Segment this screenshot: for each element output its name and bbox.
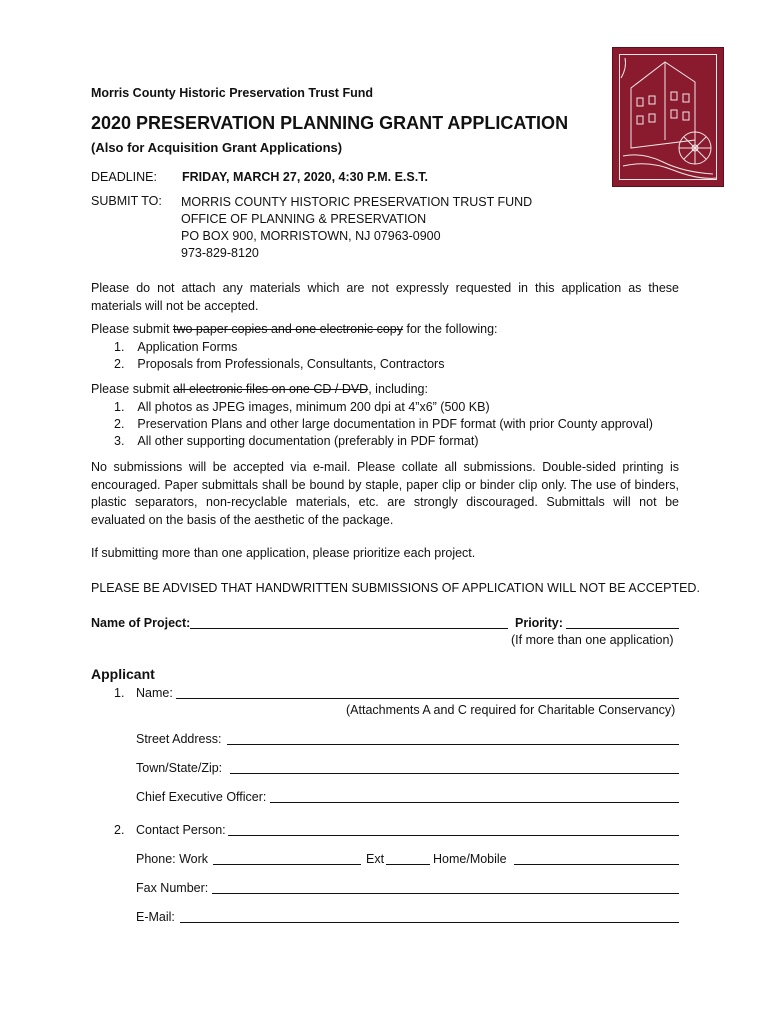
ceo-field[interactable] bbox=[270, 802, 679, 803]
list-item: 1. All photos as JPEG images, minimum 200 dpi at 4”x6” (500 KB) bbox=[114, 400, 490, 414]
ceo-label: Chief Executive Officer: bbox=[136, 790, 267, 804]
street-address-label: Street Address: bbox=[136, 732, 222, 746]
address-line: PO BOX 900, MORRISTOWN, NJ 07963-0900 bbox=[181, 229, 441, 243]
notice-handwritten: PLEASE BE ADVISED THAT HANDWRITTEN SUBMISSIONS OF APPLICATION WILL NOT BE ACCEPTED. bbox=[91, 581, 700, 595]
electronic-files-instruction: Please submit all electronic files on one CD / DVD, including: bbox=[91, 382, 428, 396]
deadline-value: FRIDAY, MARCH 27, 2020, 4:30 P.M. E.S.T. bbox=[182, 170, 428, 184]
list-item: 3. All other supporting documentation (preferably in PDF format) bbox=[114, 434, 479, 448]
address-line: 973-829-8120 bbox=[181, 246, 259, 260]
street-address-field[interactable] bbox=[227, 744, 679, 745]
project-name-label: Name of Project: bbox=[91, 616, 191, 630]
page-subtitle: (Also for Acquisition Grant Applications) bbox=[91, 140, 343, 155]
priority-label: Priority: bbox=[515, 616, 563, 630]
priority-field[interactable] bbox=[566, 628, 679, 629]
applicant-heading: Applicant bbox=[91, 666, 155, 682]
town-state-zip-field[interactable] bbox=[230, 773, 679, 774]
notice-no-extra-materials: Please do not attach any materials which are not expressly requested in this application as these materials will not be accepted. bbox=[91, 281, 679, 313]
email-label: E-Mail: bbox=[136, 910, 175, 924]
list-item: 2. Preservation Plans and other large documentation in PDF format (with prior County approval) bbox=[114, 417, 653, 431]
attachments-note: (Attachments A and C required for Charitable Conservancy) bbox=[346, 703, 676, 717]
submit-label: SUBMIT TO: bbox=[91, 194, 162, 208]
paper-copies-instruction: Please submit two paper copies and one electronic copy for the following: bbox=[91, 322, 498, 336]
notice-prioritize: If submitting more than one application, please prioritize each project. bbox=[91, 546, 476, 560]
list-item: 1. Application Forms bbox=[114, 340, 238, 354]
item-number: 1. bbox=[114, 686, 125, 700]
priority-note: (If more than one application) bbox=[511, 633, 674, 647]
mill-illustration bbox=[613, 48, 723, 186]
page-title: 2020 PRESERVATION PLANNING GRANT APPLICATION bbox=[91, 113, 569, 133]
trust-fund-logo bbox=[612, 47, 724, 187]
struck-text: two paper copies and one electronic copy bbox=[172, 322, 403, 336]
notice-submission-rules: No submissions will be accepted via e-mail. Please collate all submissions. Double-sided printing is encouraged. Paper submittals shall be bound by staple, paper clip or binder clip only. The use of binders, plastic separators, non-recyclable materials, etc. are strongly discouraged. Submittals will not be evaluated on the basis of the aesthetic of the package. bbox=[91, 460, 679, 527]
home-mobile-field[interactable] bbox=[514, 864, 679, 865]
town-state-zip-label: Town/State/Zip: bbox=[136, 761, 223, 775]
contact-person-field[interactable] bbox=[228, 835, 679, 836]
list-item: 2. Proposals from Professionals, Consultants, Contractors bbox=[114, 357, 445, 371]
ext-field[interactable] bbox=[386, 864, 430, 865]
address-line: MORRIS COUNTY HISTORIC PRESERVATION TRUST FUND bbox=[181, 195, 533, 209]
home-mobile-label: Home/Mobile bbox=[433, 852, 507, 866]
deadline-label: DEADLINE: bbox=[91, 170, 157, 184]
phone-work-label: Phone: Work bbox=[136, 852, 209, 866]
phone-work-field[interactable] bbox=[213, 864, 361, 865]
contact-person-label: Contact Person: bbox=[136, 823, 226, 837]
email-field[interactable] bbox=[180, 922, 679, 923]
submit-address bbox=[181, 194, 532, 262]
project-name-field[interactable] bbox=[190, 628, 508, 629]
item-number: 2. bbox=[114, 823, 125, 837]
fax-number-field[interactable] bbox=[212, 893, 679, 894]
name-label: Name: bbox=[136, 686, 173, 700]
address-line: OFFICE OF PLANNING & PRESERVATION bbox=[181, 212, 427, 226]
ext-label: Ext bbox=[366, 852, 385, 866]
fax-number-label: Fax Number: bbox=[136, 881, 209, 895]
name-field[interactable] bbox=[176, 698, 679, 699]
struck-text: all electronic files on one CD / DVD bbox=[172, 382, 369, 396]
org-name: Morris County Historic Preservation Trust Fund bbox=[91, 86, 373, 100]
